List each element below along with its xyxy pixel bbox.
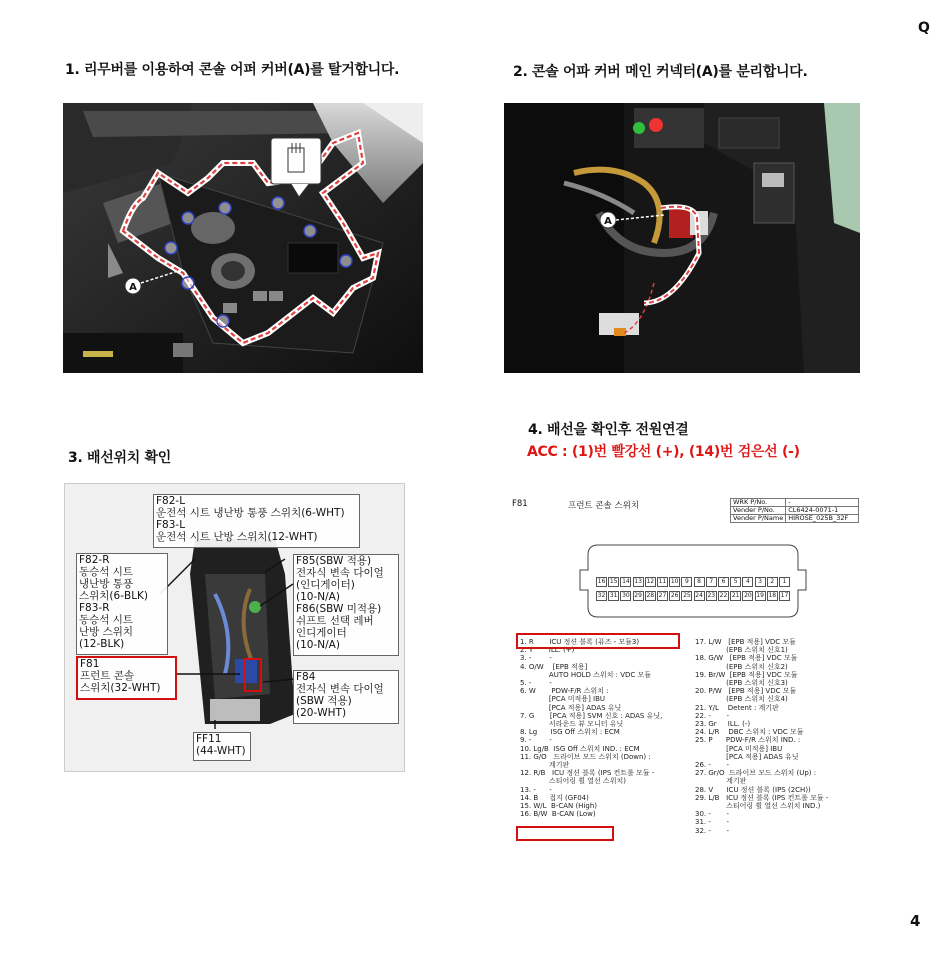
info-value: - xyxy=(786,499,859,507)
step1-heading: 1. 리무버를 이용하여 콘솔 어퍼 커버(A)를 탈거합니다. xyxy=(65,62,400,78)
label-f82r-f83r: F82-R 동승석 시트 냉난방 통풍 스위치(6-BLK) F83-R 동승석 시트 난방 스위치 (12-BLK) xyxy=(79,554,149,650)
info-value: HIROSE_025B_32F xyxy=(786,515,859,523)
connector-diagram xyxy=(578,535,808,625)
step3-photo xyxy=(64,483,405,772)
connector-pin: 5 xyxy=(730,577,741,587)
step2-photo xyxy=(504,103,860,373)
connector-pin: 1 xyxy=(779,577,790,587)
connector-pin: 8 xyxy=(694,577,705,587)
label-f81: F81 프런트 콘솔 스위치(32-WHT) xyxy=(80,658,161,694)
connector-id: F81 xyxy=(512,499,528,509)
info-key: Vender P/No. xyxy=(731,507,786,515)
connector-pin: 25 xyxy=(683,592,691,599)
step1-callout: A xyxy=(129,282,137,293)
connector-pin: 29 xyxy=(634,592,642,599)
connector-pin: 28 xyxy=(646,592,655,599)
connector-pin: 17 xyxy=(780,592,789,599)
pin-list-right: 17. L/W [EPB 적용] VDC 모듈 (EPB 스위치 신호1) 18. G/W [EPB 적용] VDC 모듈 (EPB 스위치 신호2) 19. Br/W [EPB 적용] VDC 모듈 (EPB 스위치 신호3) 20. P/W [EPB 적용] VDC 모듈 (EPB 스위치 신호4) 21. Y/L Detent : 계기판 22. - - 23. Gr ILL. (-) 24. L/R DBC 스위치 : VDC 모듈 25. P PDW-F/R 스위치 IND. : [PCA 미적용] IBU [PCA 적용] ADAS 유닛 26. - - 27. Gr/O 드라이브 모드 스위치 (Up) : 계기판 28. V ICU 정션 블록 (IPS (2CH)) 29. L/B ICU 정션 블록 (IPS 컨트롤 모듈 - 스티어링 휠 열선 스위치 IND.) 30. - - 31. - - 32. - - xyxy=(695,638,829,835)
connector-name: 프런트 콘솔 스위치 xyxy=(568,501,640,511)
connector-pin: 9 xyxy=(681,577,692,587)
label-f85-f86: F85(SBW 적용) 전자식 변속 다이얼 (인디게이터) (10-N/A) F86(SBW 미적용) 쉬프트 선택 레버 인디게이터 (10-N/A) xyxy=(296,555,384,651)
connector-pin: 30 xyxy=(622,592,630,599)
step3-heading: 3. 배선위치 확인 xyxy=(68,450,171,466)
info-value: CL6424-0071-1 xyxy=(786,507,859,515)
connector-pin: 20 xyxy=(744,592,752,599)
console-cover-illustration xyxy=(63,103,423,373)
connector-pin: 22 xyxy=(719,592,728,599)
page-number: 4 xyxy=(910,912,921,930)
pin-list-left: 1. R ICU 정션 블록 (퓨즈 - 모듈3) 2. Y ILL. (+) 3. - - 4. O/W [EPB 적용] AUTO HOLD 스위치 : VDC 모듈 5. - - 6. W PDW-F/R 스위치 : [PCA 미적용] IBU [PCA 적용] ADAS 유닛 7. G [PCA 적용] SVM 신호 : ADAS 유닛, 서라운드 뷰 모니터 유닛 8. Lg ISG Off 스위치 : ECM 9. - - 10. Lg/B ISG Off 스위치 IND. : ECM 11. G/O 드라이브 모드 스위치 (Down) : 계기판 12. R/B ICU 정션 블록 (IPS 컨트롤 모듈 - 스티어링 휠 열선 스위치) 13. - - 14. B 접지 (GF04) 15. W/L B-CAN (High) 16. B/W B-CAN (Low) xyxy=(520,638,663,819)
connector-pin: 18 xyxy=(768,592,777,599)
label-f84: F84 전자식 변속 다이얼 (SBW 적용) (20-WHT) xyxy=(296,671,384,719)
connector-pin: 14 xyxy=(622,578,630,585)
connector-pin: 3 xyxy=(755,577,766,587)
connector-pin: 32 xyxy=(597,592,606,599)
connector-illustration xyxy=(504,103,860,373)
label-ff11: FF11 (44-WHT) xyxy=(196,733,246,757)
connector-pin: 4 xyxy=(742,577,753,587)
connector-pin: 11 xyxy=(658,578,667,585)
connector-pin: 23 xyxy=(707,592,716,599)
step2-heading: 2. 콘솔 어파 커버 메인 커넥터(A)를 분리합니다. xyxy=(513,64,808,80)
connector-pin: 12 xyxy=(646,578,655,585)
highlight-pin-1 xyxy=(516,633,680,649)
highlight-pin-14 xyxy=(516,826,614,841)
connector-pin: 13 xyxy=(634,578,642,585)
info-key: WRK P/No. xyxy=(731,499,786,507)
info-key: Vender P/Name xyxy=(731,515,786,523)
connector-pin: 21 xyxy=(731,592,740,599)
step1-photo xyxy=(63,103,423,373)
connector-pin: 27 xyxy=(658,592,667,599)
label-f82l-f83l: F82-L 운전석 시트 냉난방 통풍 스위치(6-WHT) F83-L 운전석 시트 난방 스위치(12-WHT) xyxy=(156,495,345,543)
connector-pin: 19 xyxy=(756,592,764,599)
connector-pin: 2 xyxy=(767,577,778,587)
connector-pin: 7 xyxy=(706,577,717,587)
connector-pin: 6 xyxy=(718,577,729,587)
step4-subheading: ACC : (1)번 빨강선 (+), (14)번 검은선 (-) xyxy=(527,444,800,460)
connector-pin: 26 xyxy=(670,592,679,599)
step2-callout: A xyxy=(604,216,612,227)
connector-pin: 10 xyxy=(670,578,679,585)
connector-pin: 15 xyxy=(609,578,618,585)
connector-pin: 31 xyxy=(609,592,618,599)
connector-info-table xyxy=(730,498,859,523)
step4-heading: 4. 배선을 확인후 전원연결 xyxy=(528,422,689,438)
corner-label: Q xyxy=(918,20,930,36)
connector-pin: 16 xyxy=(597,578,606,585)
connector-pin: 24 xyxy=(695,592,703,599)
